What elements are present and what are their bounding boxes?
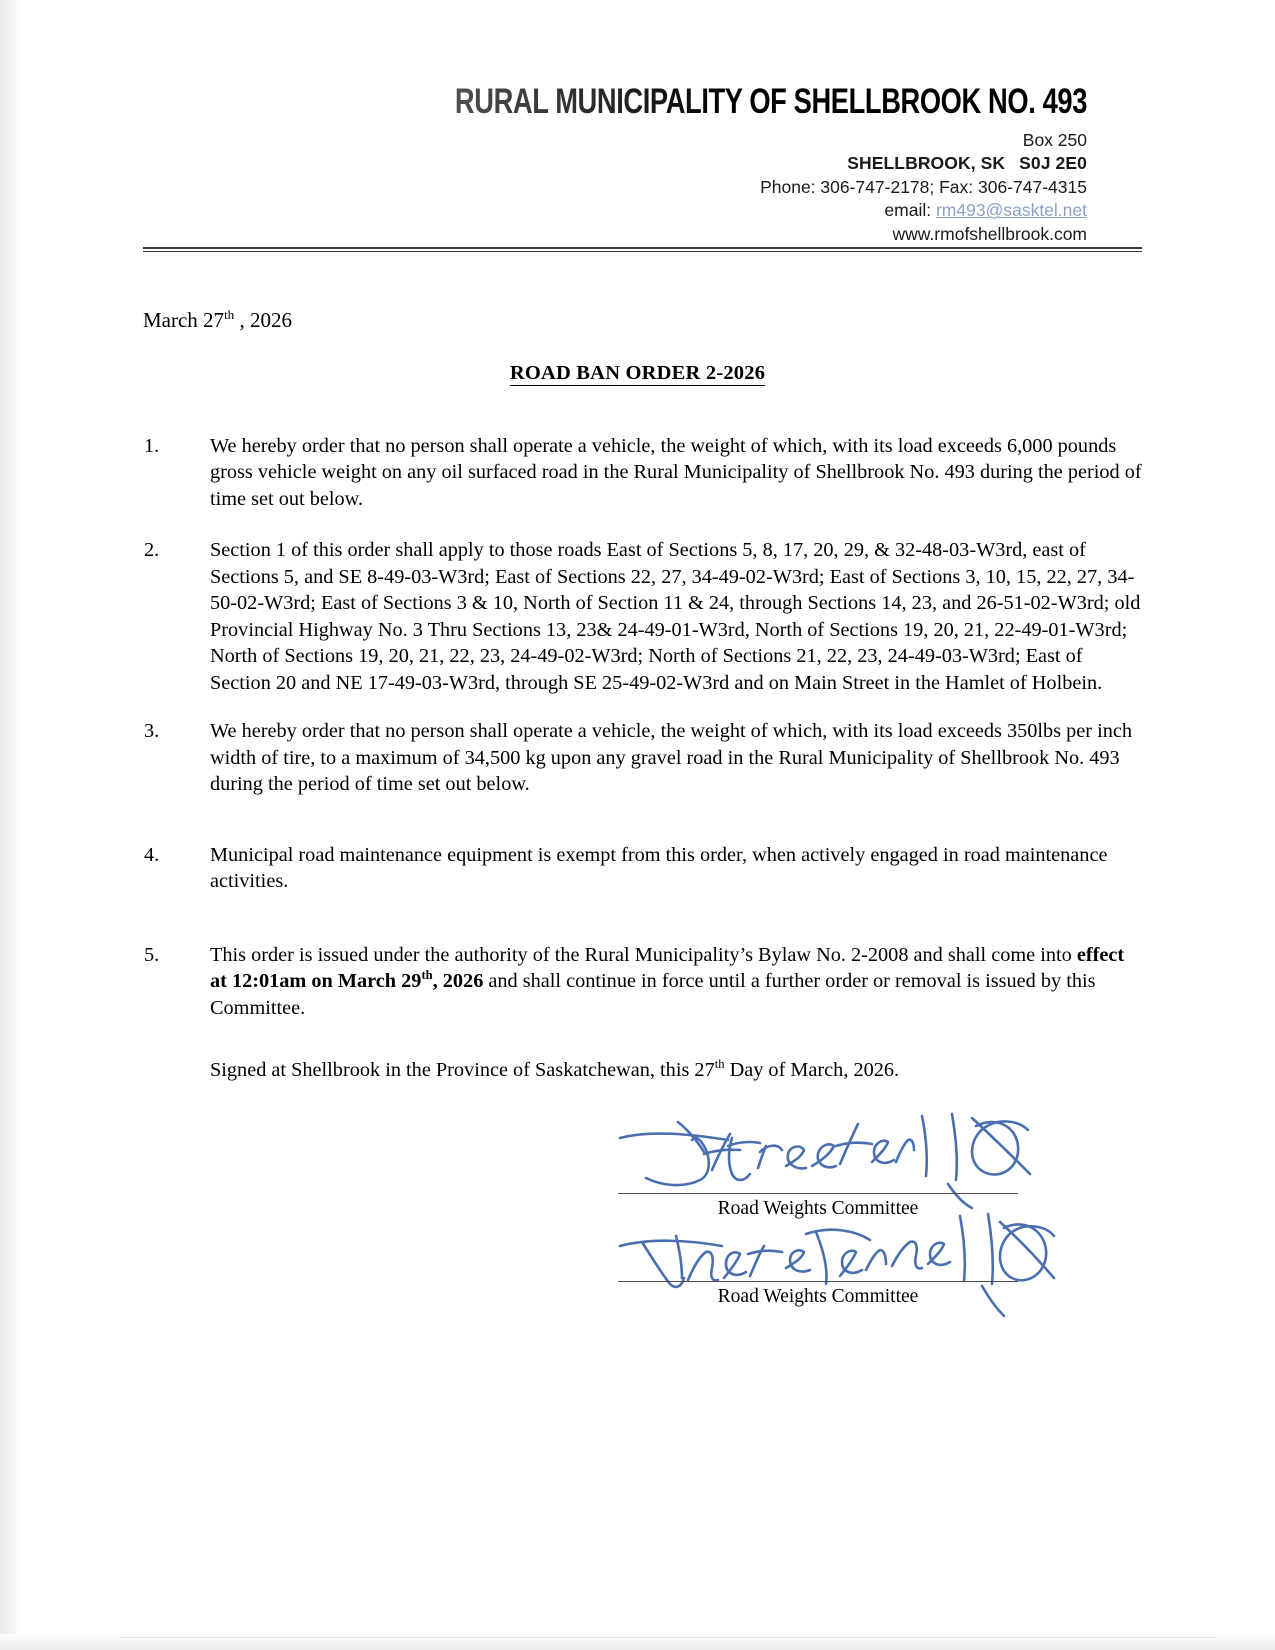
order-item-5 — [143, 942, 1145, 1021]
page-title — [0, 362, 1275, 385]
address-website: www.rmofshellbrook.com — [892, 223, 1087, 244]
order-item-3-number: 3. — [144, 720, 160, 743]
address-block — [760, 129, 1087, 246]
email-label: email: — [884, 200, 932, 221]
signature-block — [600, 1100, 1120, 1307]
address-city-postal — [760, 152, 1087, 175]
page-bottom-edge — [120, 1637, 1215, 1638]
order-item-3-text: We hereby order that no person shall operate a vehicle, the weight of which, with its load exceeds 350lbs per inch width of tire, to a maximum of 34,500 kg upon any gravel road in the Rural Municipality of Shellbrook No. 493 during the period of time set out below. — [210, 720, 1132, 796]
email-link[interactable]: rm493@sasktel.net — [935, 200, 1087, 221]
order-item-4-text: Municipal road maintenance equipment is exempt from this order, when actively engaged in road maintenance activities. — [210, 843, 1108, 893]
order-item-4-number: 4. — [144, 843, 160, 866]
document-date — [143, 308, 292, 333]
address-city: SHELLBROOK, SK — [847, 153, 1006, 174]
address-box: Box 250 — [1022, 130, 1087, 150]
order-item-1-number: 1. — [144, 435, 160, 457]
order-item-1-text: We hereby order that no person shall operate a vehicle, the weight of which, with its load exceeds 6,000 pounds gross vehicle weight on any oil surfaced road in the Rural Municipality of Shellbrook No. 493 during the period of time set out below. — [210, 435, 1142, 510]
order-item-3 — [143, 718, 1145, 797]
address-postal-code: S0J 2E0 — [1019, 153, 1087, 174]
signature-caption-1: Road Weights Committee — [717, 1198, 919, 1219]
order-item-5-effect-ordinal: th — [421, 968, 433, 983]
date-year: , 2026 — [234, 308, 292, 332]
signature-caption-2: Road Weights Committee — [717, 1286, 919, 1307]
signature-ink-2 — [600, 1208, 1060, 1328]
order-item-5-text-before: This order is issued under the authority of the Rural Municipality’s Bylaw No. 2-2008 and shall come into — [210, 943, 1077, 966]
letterhead-divider — [143, 247, 1142, 253]
order-item-2 — [143, 537, 1145, 696]
page-left-shadow — [0, 0, 22, 1650]
signed-statement-after: Day of March, 2026. — [724, 1059, 900, 1081]
signed-statement-ordinal: th — [714, 1057, 725, 1072]
signed-statement-before: Signed at Shellbrook in the Province of Saskatchewan, this 27 — [210, 1059, 715, 1081]
order-items-list — [143, 433, 1145, 1021]
order-item-5-effect-year: , 2026 — [432, 970, 484, 993]
address-email-row — [760, 199, 1087, 222]
order-item-2-number: 2. — [144, 539, 160, 562]
order-item-5-effect-bold: effect at 12:01am on March 29 — [210, 943, 1125, 993]
order-item-1 — [143, 433, 1145, 512]
order-item-4 — [143, 842, 1145, 895]
order-item-5-number: 5. — [144, 943, 160, 966]
page-title-text: ROAD BAN ORDER 2-2026 — [509, 362, 766, 384]
order-item-5-text-after: and shall continue in force until a further order or removal is issued by this Committee. — [210, 970, 1096, 1019]
date-ordinal-suffix: th — [224, 307, 235, 322]
order-item-2-text: Section 1 of this order shall apply to those roads East of Sections 5, 8, 17, 20, 29, & 32-48-03-W3rd, east of Sections 5, and SE 8-49-03-W3rd; East of Sections 22, 27, 34-49-02-W3rd; East of Sections 3, 10, 15, 22, 27, 34-50-02-W3rd; East of Sections 3 & 10, North of Section 11 & 24, through Sections 14, 23, and 26-51-02-W3rd; old Provincial Highway No. 3 Thru Sections 13, 23& 24-49-01-W3rd, North of Sections 19, 20, 21, 22-49-01-W3rd; North of Sections 19, 20, 21, 22, 23, 24-49-02-W3rd; North of Sections 21, 22, 23, 24-49-03-W3rd; East of Section 20 and NE 17-49-03-W3rd, through SE 25-49-02-W3rd and on Main Street in the Hamlet of Holbein. — [210, 539, 1141, 694]
signed-statement — [210, 1057, 1145, 1083]
date-month-day: March 27 — [143, 308, 225, 332]
address-phone-fax: Phone: 306-747-2178; Fax: 306-747-4315 — [760, 176, 1087, 197]
organization-title: RURAL MUNICIPALITY OF SHELLBROOK NO. 493 — [239, 84, 1087, 121]
